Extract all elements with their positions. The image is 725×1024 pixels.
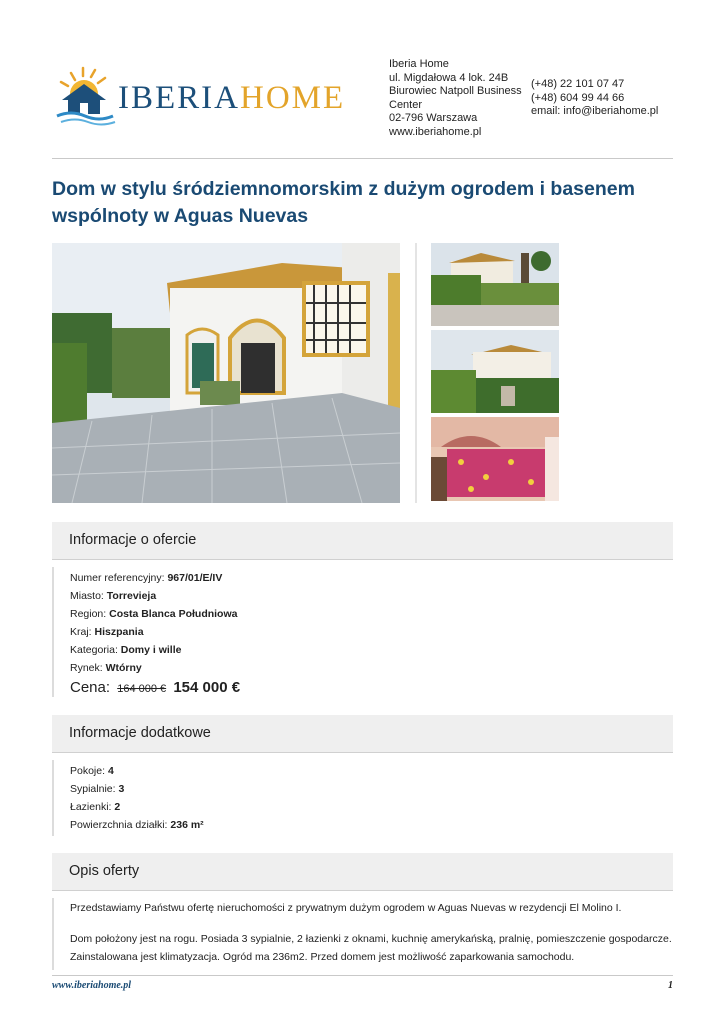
description-paragraph-2: Dom położony jest na rogu. Posiada 3 sypialnie, 2 łazienki z oknami, kuchnię amerykańską, pralnię, pomieszczenie gospodarcze. Zainstalowana jest klimatyzacja. Ogród ma 236m2. Przed domem jest możliwość zaparkowania samochodu. xyxy=(70,933,672,963)
logo-word-iberia: IBERIA xyxy=(118,80,240,116)
company-city: 02-796 Warszawa xyxy=(389,112,478,124)
company-building: Biurowiec Natpoll Business Center xyxy=(389,85,522,111)
gallery-photo-2[interactable] xyxy=(431,330,559,413)
phone-2: (+48) 604 99 44 66 xyxy=(531,91,625,104)
house-sun-icon xyxy=(55,66,117,126)
section-bar-description xyxy=(52,898,54,970)
current-price: 154 000 € xyxy=(173,679,241,696)
phone-1: (+48) 22 101 07 47 xyxy=(531,78,625,90)
header-divider xyxy=(52,158,673,159)
photo-divider xyxy=(415,243,417,503)
gallery-photo-3[interactable] xyxy=(431,417,559,501)
section-header-extra xyxy=(52,715,673,753)
company-contact xyxy=(531,78,691,119)
section-bar-extra xyxy=(52,760,54,836)
row-label: Łazienki: xyxy=(70,801,112,813)
row-label: Miasto: xyxy=(70,590,104,602)
row-value: 3 xyxy=(118,783,125,795)
section-title-extra: Informacje dodatkowe xyxy=(69,725,211,741)
extra-row-plot-area xyxy=(70,819,204,831)
row-value: Hiszpania xyxy=(94,626,144,638)
offer-row-market xyxy=(70,662,142,674)
offer-row-region xyxy=(70,608,237,620)
row-value: 967/01/E/IV xyxy=(167,572,223,584)
row-label: Region: xyxy=(70,608,107,620)
logo-wordmark xyxy=(118,80,345,117)
row-label: Numer referencyjny: xyxy=(70,572,165,584)
row-label: Sypialnie: xyxy=(70,783,116,795)
footer-divider xyxy=(52,975,673,976)
row-value: 4 xyxy=(107,765,114,777)
company-website-link[interactable]: www.iberiahome.pl xyxy=(389,125,482,138)
section-title-offer: Informacje o ofercie xyxy=(69,532,197,548)
offer-row-country xyxy=(70,626,144,638)
company-logo xyxy=(55,66,350,126)
extra-row-bathrooms xyxy=(70,801,120,813)
listing-title: Dom w stylu śródziemnomorskim z dużym ogrodem i basenem wspólnoty w Aguas Nuevas xyxy=(52,178,635,227)
offer-row-city xyxy=(70,590,156,602)
row-value: Costa Blanca Południowa xyxy=(109,608,238,620)
row-label: Powierzchnia działki: xyxy=(70,819,168,831)
row-label: Pokoje: xyxy=(70,765,106,777)
row-value: Domy i wille xyxy=(120,644,182,656)
company-name: Iberia Home xyxy=(389,58,449,70)
row-label: Rynek: xyxy=(70,662,103,674)
email: email: info@iberiahome.pl xyxy=(531,105,659,117)
company-street: ul. Migdałowa 4 lok. 24B xyxy=(389,71,509,84)
price-label: Cena: xyxy=(70,679,111,696)
company-address xyxy=(389,58,529,139)
main-photo[interactable] xyxy=(52,243,400,503)
price-line xyxy=(70,679,240,696)
section-header-offer xyxy=(52,522,673,560)
row-value: Wtórny xyxy=(105,662,142,674)
extra-row-rooms xyxy=(70,765,114,777)
logo-word-home: HOME xyxy=(240,80,346,116)
row-label: Kraj: xyxy=(70,626,92,638)
description-paragraph-1: Przedstawiamy Państwu ofertę nieruchomości z prywatnym dużym ogrodem w Aguas Nuevas w rezydencji El Molino I. xyxy=(70,902,622,914)
section-title-description: Opis oferty xyxy=(69,863,140,879)
row-value: 2 xyxy=(114,801,121,813)
offer-row-reference xyxy=(70,572,222,584)
page-number: 1 xyxy=(668,980,673,991)
section-header-description xyxy=(52,853,673,891)
footer-website-link[interactable]: www.iberiahome.pl xyxy=(52,980,132,991)
row-value: 236 m² xyxy=(170,819,204,831)
row-value: Torrevieja xyxy=(106,590,157,602)
extra-row-bedrooms xyxy=(70,783,124,795)
row-label: Kategoria: xyxy=(70,644,118,656)
old-price: 164 000 € xyxy=(117,683,167,695)
offer-row-category xyxy=(70,644,181,656)
section-bar-offer xyxy=(52,567,54,697)
gallery-photo-1[interactable] xyxy=(431,243,559,326)
